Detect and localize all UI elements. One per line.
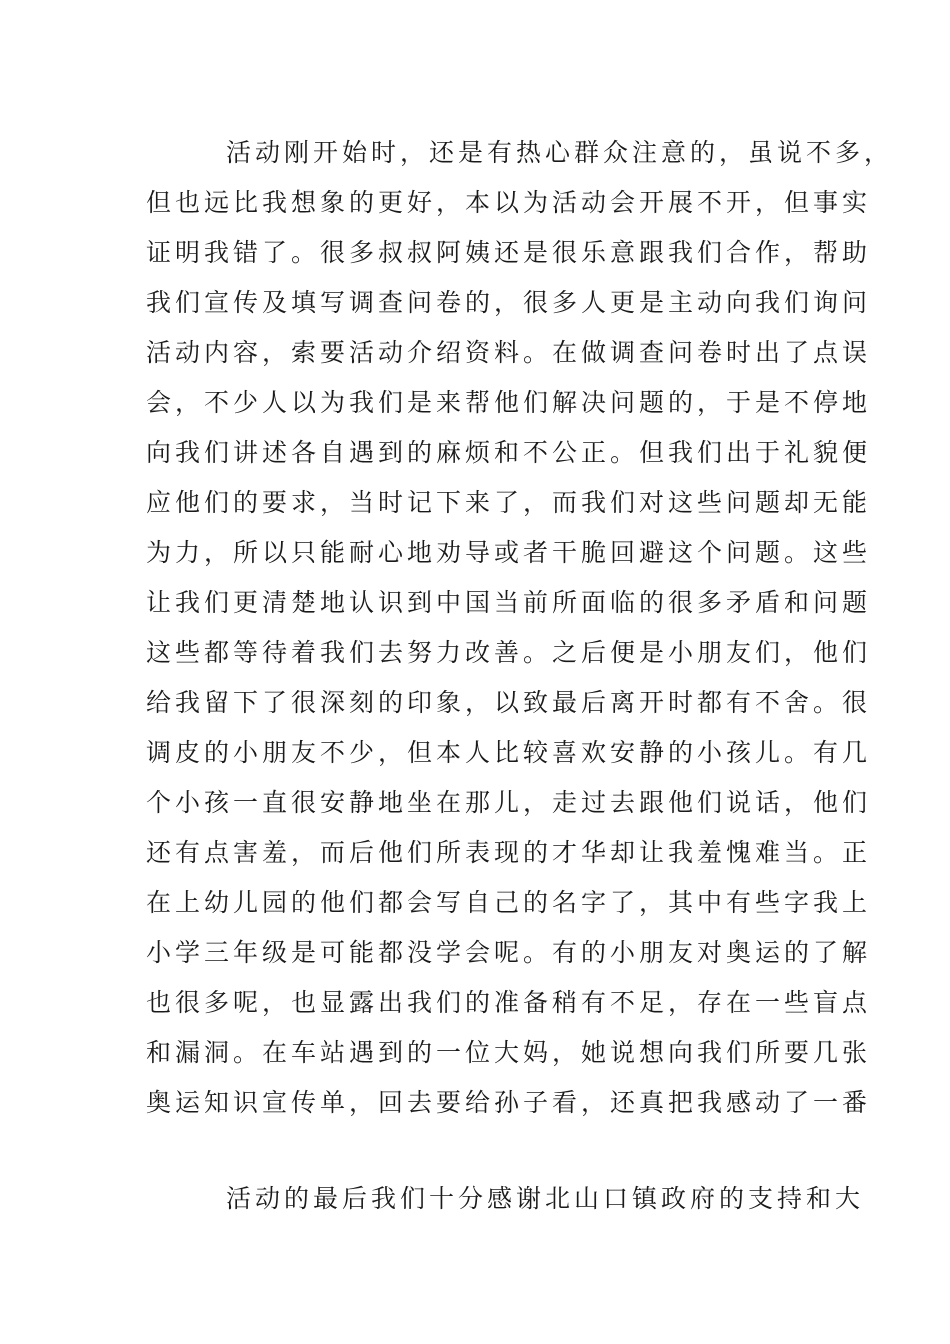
text-line: 和漏洞。在车站遇到的一位大妈，她说想向我们所要几张	[146, 1038, 872, 1067]
text-line: 给我留下了很深刻的印象，以致最后离开时都有不舍。很	[146, 688, 872, 717]
text-line: 这些都等待着我们去努力改善。之后便是小朋友们，他们	[146, 638, 872, 667]
text-line: 还有点害羞，而后他们所表现的才华却让我羞愧难当。正	[146, 838, 872, 867]
text-line: 活动刚开始时，还是有热心群众注意的，虽说不多，	[226, 138, 894, 167]
text-line: 个小孩一直很安静地坐在那儿，走过去跟他们说话，他们	[146, 788, 872, 817]
text-line: 证明我错了。很多叔叔阿姨还是很乐意跟我们合作，帮助	[146, 238, 872, 267]
paragraph-activity-end	[146, 1174, 865, 1224]
text-line: 会，不少人以为我们是来帮他们解决问题的，于是不停地	[146, 388, 872, 417]
paragraph-activity-start	[146, 128, 894, 1128]
text-line: 向我们讲述各自遇到的麻烦和不公正。但我们出于礼貌便	[146, 438, 872, 467]
text-line: 为力，所以只能耐心地劝导或者干脆回避这个问题。这些	[146, 538, 872, 567]
text-line: 活动的最后我们十分感谢北山口镇政府的支持和大	[226, 1184, 865, 1213]
text-line: 小学三年级是可能都没学会呢。有的小朋友对奥运的了解	[146, 938, 872, 967]
text-line: 也很多呢，也显露出我们的准备稍有不足，存在一些盲点	[146, 988, 872, 1017]
text-line: 应他们的要求，当时记下来了，而我们对这些问题却无能	[146, 488, 872, 517]
text-line: 奥运知识宣传单，回去要给孙子看，还真把我感动了一番	[146, 1088, 872, 1117]
text-line: 我们宣传及填写调查问卷的，很多人更是主动向我们询问	[146, 288, 872, 317]
text-line: 让我们更清楚地认识到中国当前所面临的很多矛盾和问题	[146, 588, 872, 617]
text-line: 但也远比我想象的更好，本以为活动会开展不开，但事实	[146, 188, 872, 217]
text-line: 调皮的小朋友不少，但本人比较喜欢安静的小孩儿。有几	[146, 738, 872, 767]
text-line: 在上幼儿园的他们都会写自己的名字了，其中有些字我上	[146, 888, 872, 917]
text-line: 活动内容，索要活动介绍资料。在做调查问卷时出了点误	[146, 338, 872, 367]
